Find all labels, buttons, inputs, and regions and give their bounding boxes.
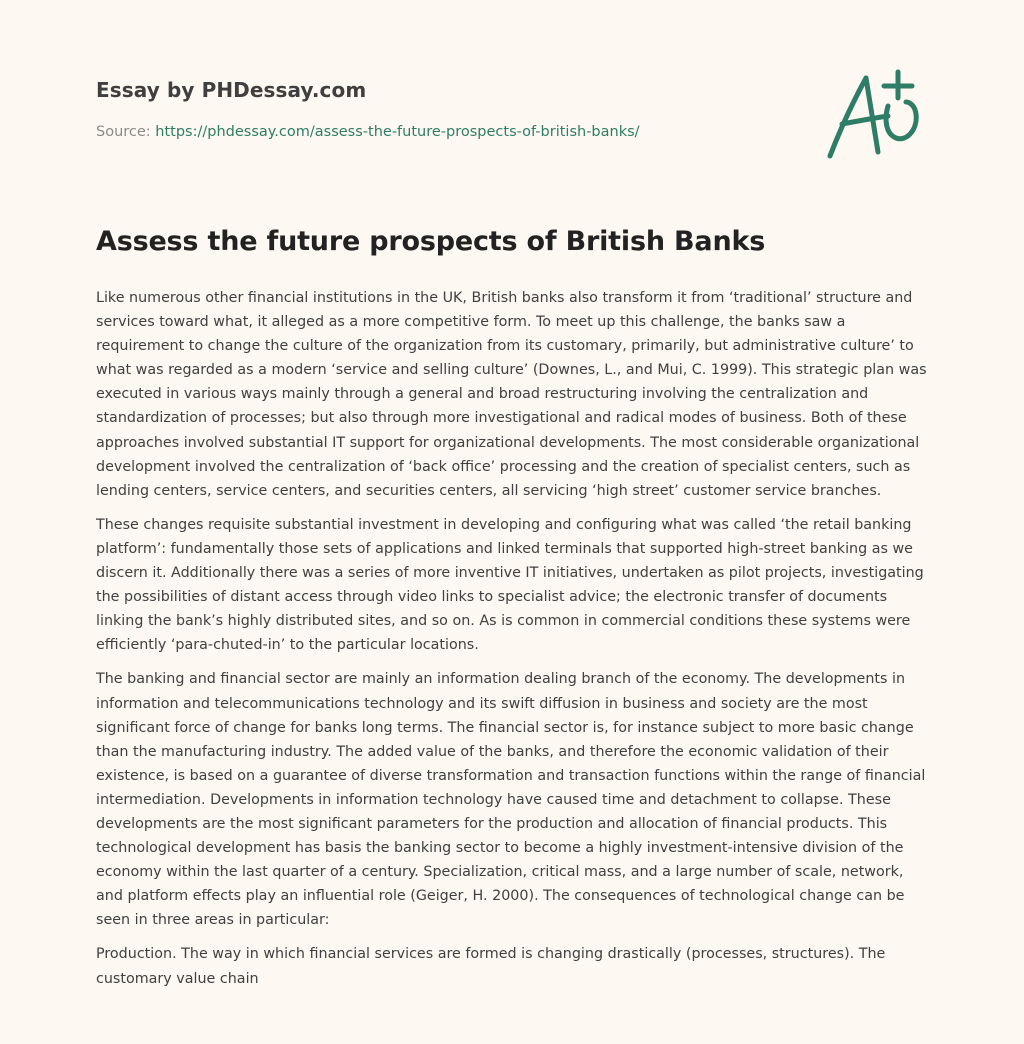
essay-paragraph: Production. The way in which financial services are formed is changing drastically (processes, structures). The customary value chain xyxy=(96,946,886,987)
a-plus-grade-icon xyxy=(822,68,926,164)
essay-title: Assess the future prospects of British Banks xyxy=(96,226,766,257)
source-line xyxy=(96,124,640,140)
swirl-stroke xyxy=(886,102,916,139)
letter-a-right-stroke xyxy=(866,78,878,152)
essay-paragraph: The banking and financial sector are mainly an information dealing branch of the economy. The developments in information and telecommunications technology and its swift diffusion in business and society are the most significant force of change for banks long terms. The financial sector is, for instance subject to more basic change than the manufacturing industry. The added value of the banks, and therefore the economic validation of their existence, is based on a guarantee of diverse transformation and transaction functions within the range of financial intermediation. Developments in information technology have caused time and detachment to collapse. These developments are the most significant parameters for the production and allocation of financial products. This technological development has basis the banking sector to become a highly investment-intensive division of the economy within the last quarter of a century. Specialization, critical mass, and a large number of scale, network, and platform effects play an influential role (Geiger, H. 2000). The consequences of technological change can be seen in three areas in particular: xyxy=(96,671,926,929)
letter-a-left-stroke xyxy=(830,78,866,156)
essay-body xyxy=(96,286,932,1001)
source-label: Source: xyxy=(96,124,156,140)
essay-paragraph: These changes requisite substantial investment in developing and configuring what was called ‘the retail banking platform’: fundamentally those sets of applications and linked terminals that supported high-street banking as we discern it. Additionally there was a series of more inventive IT initiatives, undertaken as pilot projects, investigating the possibilities of distant access through video links to specialist advice; the electronic transfer of documents linking the bank’s highly distributed sites, and so on. As is common in commercial conditions these systems were efficiently ‘para-chuted-in’ to the particular locations. xyxy=(96,516,924,654)
essay-paragraph: Like numerous other financial institutions in the UK, British banks also transform it from ‘traditional’ structure and services toward what, it alleged as a more competitive form. To meet up this challenge, the banks saw a requirement to change the culture of the organization from its customary, primarily, but administrative culture’ to what was regarded as a modern ‘service and selling culture’ (Downes, L., and Mui, C. 1999). This strategic plan was executed in various ways mainly through a general and broad restructuring involving the centralization and standardization of processes; but also through more investigational and radical modes of business. Both of these approaches involved substantial IT support for organizational developments. The most considerable organizational development involved the centralization of ‘back office’ processing and the creation of specialist centers, such as lending centers, service centers, and securities centers, all servicing ‘high street’ customer service branches. xyxy=(96,290,927,499)
source-link[interactable]: https://phdessay.com/assess-the-future-prospects-of-british-banks/ xyxy=(155,124,640,140)
brand-title: Essay by PHDessay.com xyxy=(96,78,367,102)
